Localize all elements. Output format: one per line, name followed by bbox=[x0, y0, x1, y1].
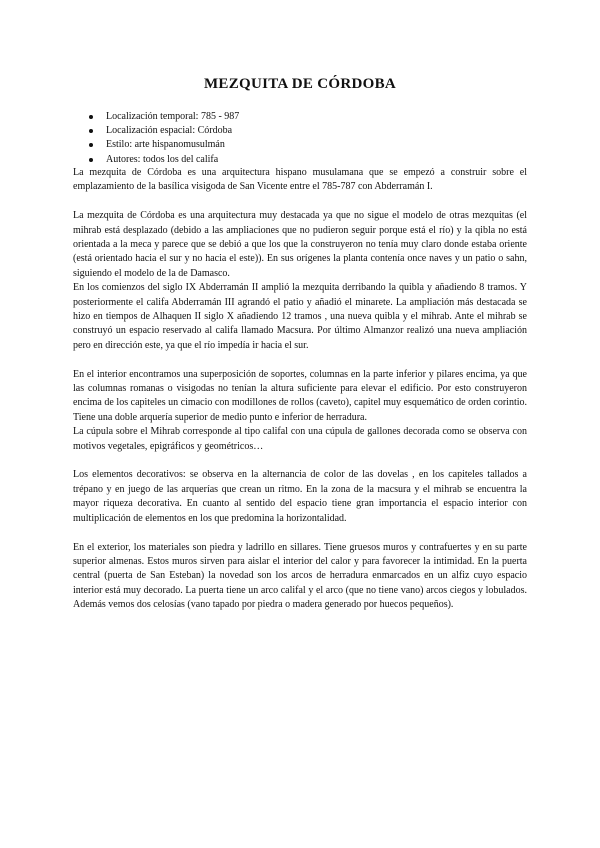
page-title: MEZQUITA DE CÓRDOBA bbox=[203, 76, 397, 92]
paragraph-exterior: En el exterior, los materiales son piedra y ladrillo en sillares. Tiene gruesos muros y contrafuertes y en su parte superior almenas. Estos muros sirven para aislar el interior del calor y para favorecer la intimidad. En la puerta central (puerta de San Esteban) la novedad son los arcos de herradura enmarcados en un alfiz cuyo espacio interior está muy decorado. La puerta tiene un arco califal y el arco (que no tiene vano) arcos ciegos y lobulados. Además vemos dos celosías (vano tapado por piedra o madera generado por huecos pequeños). bbox=[73, 541, 527, 611]
paragraph-decoration: Los elementos decorativos: se observa en la alternancia de color de las dovelas , en los capiteles tallados a trépano y en juego de las arquerías que crean un ritmo. En la zona de la macsura y el mihrab se encuentra la mayor riqueza decorativa. En cuanto al sentido del espacio tiene gran importancia el espacio interior con multiplicación de elementos en los que predomina la horizontalidad. bbox=[73, 469, 527, 524]
paragraph-model: La mezquita de Córdoba es una arquitectura muy destacada ya que no sigue el modelo de otras mezquitas (el mihrab está desplazado (debido a las ampliaciones que no pudieron seguir porque está el río) y la qibla no está orientada a la meca y parece que se debió a que los que la construyeron no tenía muy claro donde estaba oriente (está orientado hacia el sur y no hacia el este)). En sus orígenes la planta contenía once naves y un patio o sahn, siguiendo el modelo de la de Damasco. bbox=[73, 210, 527, 279]
paragraph-interior: En el interior encontramos una superposición de soportes, columnas en la parte inferior y pilares encima, ya que las columnas romanas o visigodas no tenían la altura suficiente para elevar el edificio. Por esto construyeron encima de los capiteles un cimacio con modillones de rollos (caveto), capitel muy esquemático de orden corintio. Tiene una doble arquería superior de medio punto e inferior de herradura. bbox=[73, 368, 527, 423]
body-text bbox=[73, 166, 527, 613]
bullet-item: Localización temporal: 785 - 987 bbox=[88, 110, 508, 124]
paragraph-dome: La cúpula sobre el Mihrab corresponde al tipo califal con una cúpula de gallones decorada como se observa con motivos vegetales, epigráficos y geométricos… bbox=[73, 426, 527, 452]
bullet-list bbox=[88, 110, 508, 167]
bullet-item: Estilo: arte hispanomusulmán bbox=[88, 138, 508, 152]
bullet-item: Localización espacial: Córdoba bbox=[88, 124, 508, 138]
paragraph-expansions: En los comienzos del siglo IX Abderramán II amplió la mezquita derribando la quibla y añadiendo 8 tramos. Y posteriormente el califa Abderramán III agrandó el patio y añadió el minarete. La ampliación más destacada se hizo en tiempos de Alhaquen II siglo X añadiendo 12 tramos , una nueva quibla y el mihrab. Ante el mihrab se construyó un espacio reservado al califa llamado Macsura. Por último Almanzor realizó una nueva ampliación pero en dirección este, ya que el río impedía ir hacia el sur. bbox=[73, 282, 527, 351]
bullet-item: Autores: todos los del califa bbox=[88, 153, 508, 167]
paragraph-intro: La mezquita de Córdoba es una arquitectura hispano musulamana que se empezó a construir sobre el emplazamiento de la basílica visigoda de San Vicente entre el 785-787 con Abderramán I. bbox=[73, 167, 527, 193]
